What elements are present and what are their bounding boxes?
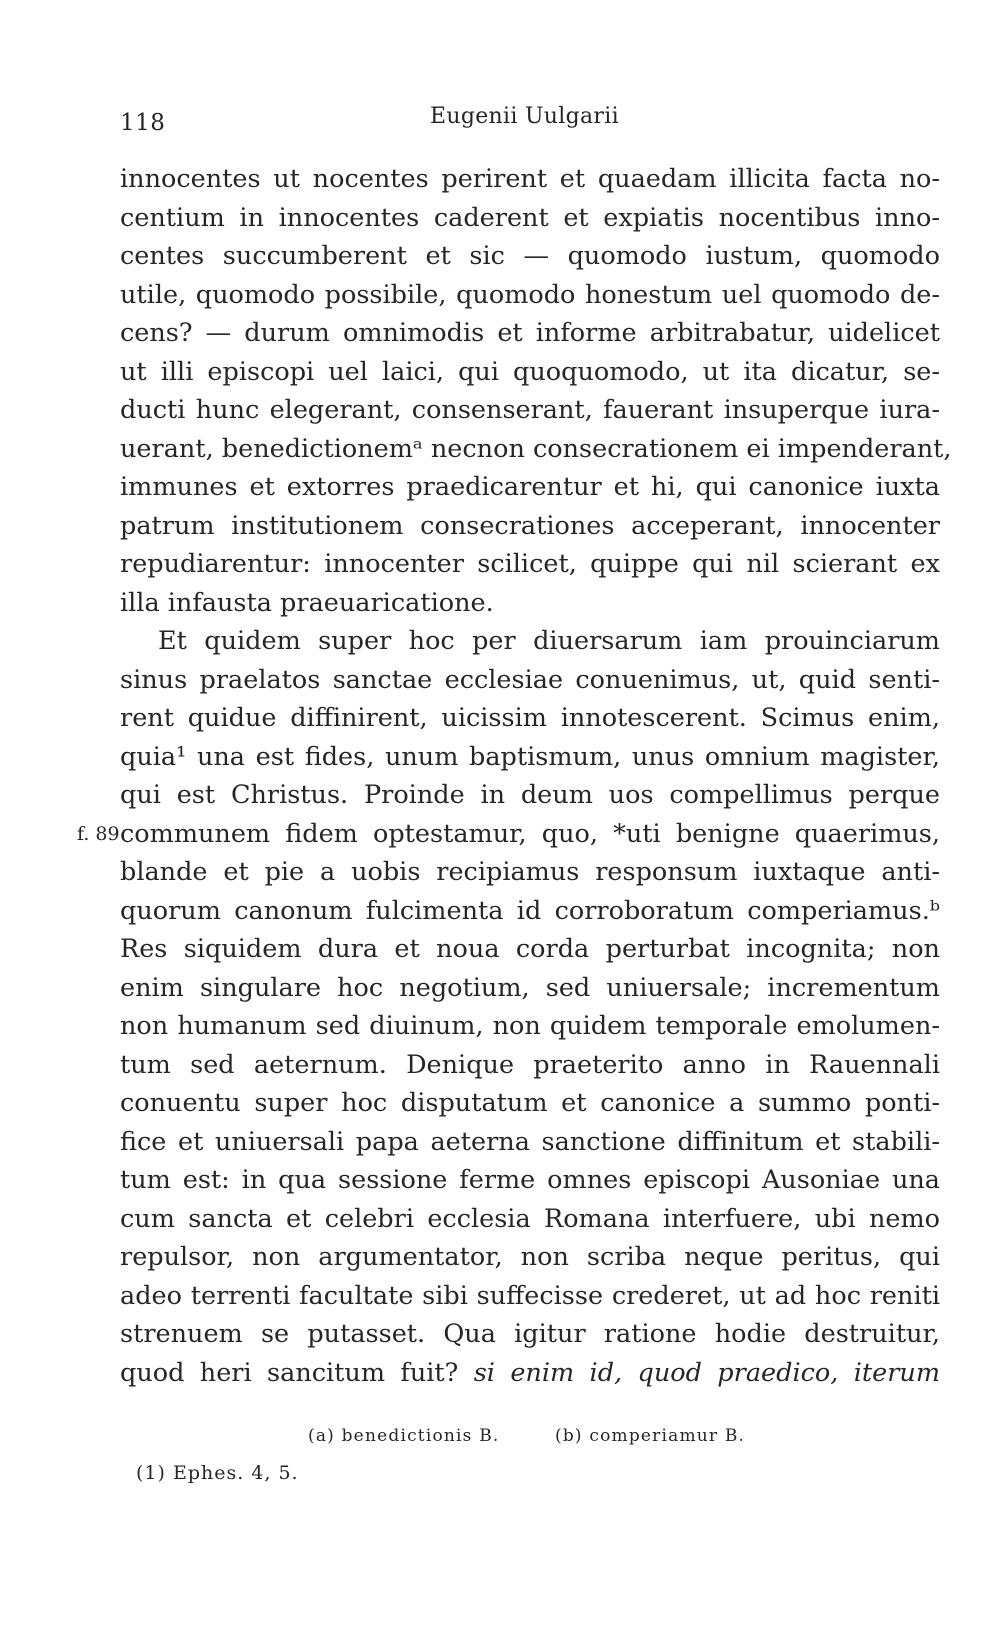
text-line: tum est: in qua sessione ferme omnes episcopi Ausoniae una	[120, 1165, 940, 1195]
text-line: quorum canonum fulcimenta id corroboratum comperiamus.ᵇ	[120, 895, 940, 926]
folio-margin-note: f. 89	[77, 822, 120, 845]
text-line-with-margin-note	[77, 815, 940, 854]
text-line: sinus praelatos sanctae ecclesiae conuenimus, ut, quid senti-	[120, 664, 940, 695]
text-line: tum sed aeternum. Denique praeterito anno in Rauennali	[120, 1049, 940, 1080]
page-number: 118	[120, 110, 166, 136]
text-line: illa infausta praeuaricatione.	[120, 587, 494, 618]
running-head: Eugenii Uulgarii	[430, 104, 619, 129]
text-line: enim singulare hoc negotium, sed uniuersale; incrementum	[120, 972, 940, 1003]
critical-apparatus	[308, 1426, 1000, 1456]
text-line: Res siquidem dura et noua corda perturbat incognita; non	[120, 934, 940, 964]
final-text-line	[120, 1354, 940, 1393]
text-line: strenuem se putasset. Qua igitur ratione hodie destruitur,	[120, 1319, 940, 1349]
text-line: rent quidue diffinirent, uicissim innotescerent. Scimus enim,	[120, 703, 940, 733]
main-text	[77, 160, 952, 1392]
text-line: repulsor, non argumentator, non scriba neque peritus, qui	[120, 1242, 940, 1272]
text-line: adeo terrenti facultate sibi suffecisse crederet, ut ad hoc reniti	[120, 1280, 940, 1311]
text-line: patrum institutionem consecrationes acceperant, innocenter	[120, 510, 940, 541]
text-line: non humanum sed diuinum, non quidem temporale emolumen-	[120, 1011, 940, 1041]
text-line: immunes et extorres praedicarentur et hi, qui canonice iuxta	[120, 472, 940, 502]
text-line: cum sancta et celebri ecclesia Romana interfuere, ubi nemo	[120, 1203, 940, 1234]
text-line: uerant, benedictionemᵃ necnon consecrationem ei impenderant,	[120, 433, 952, 464]
text-line: ut illi episcopi uel laici, qui quoquomodo, ut ita dicatur, se-	[120, 356, 940, 387]
text-line: innocentes ut nocentes perirent et quaedam illicita facta no-	[120, 164, 940, 194]
text-line: cens? — durum omnimodis et informe arbitrabatur, uidelicet	[120, 318, 940, 348]
text-line: centium in innocentes caderent et expiatis nocentibus inno-	[120, 202, 940, 233]
text-line: blande et pie a uobis recipiamus responsum iuxtaque anti-	[120, 857, 940, 887]
text-line: repudiarentur: innocenter scilicet, quippe qui nil scierant ex	[120, 549, 940, 579]
page-header	[0, 92, 1000, 136]
text-line-content: communem fidem optestamur, quo, *uti benigne quaerimus,	[120, 818, 940, 849]
text-line: qui est Christus. Proinde in deum uos compellimus perque	[120, 780, 940, 810]
footnote-1: (1) Ephes. 4, 5.	[136, 1462, 299, 1484]
text-line: centes succumberent et sic — quomodo iustum, quomodo	[120, 241, 940, 271]
final-line-roman: quod heri sancitum fuit?	[120, 1357, 474, 1388]
final-line-italic: si enim id, quod praedico, iterum	[473, 1357, 940, 1388]
text-line: conuentu super hoc disputatum et canonice a summo ponti-	[120, 1088, 940, 1118]
text-line: quia¹ una est fides, unum baptismum, unus omnium magister,	[120, 741, 940, 772]
paragraph-start-line: Et quidem super hoc per diuersarum iam prouinciarum	[158, 626, 940, 656]
footnote-a: (a) benedictionis B.	[308, 1426, 500, 1446]
text-line: ducti hunc elegerant, consenserant, fauerant insuperque iura-	[120, 395, 940, 425]
footnote-b: (b) comperiamur B.	[555, 1426, 746, 1446]
text-line: fice et uniuersali papa aeterna sanctione diffinitum et stabili-	[120, 1126, 940, 1157]
text-line: utile, quomodo possibile, quomodo honestum uel quomodo de-	[120, 279, 940, 310]
